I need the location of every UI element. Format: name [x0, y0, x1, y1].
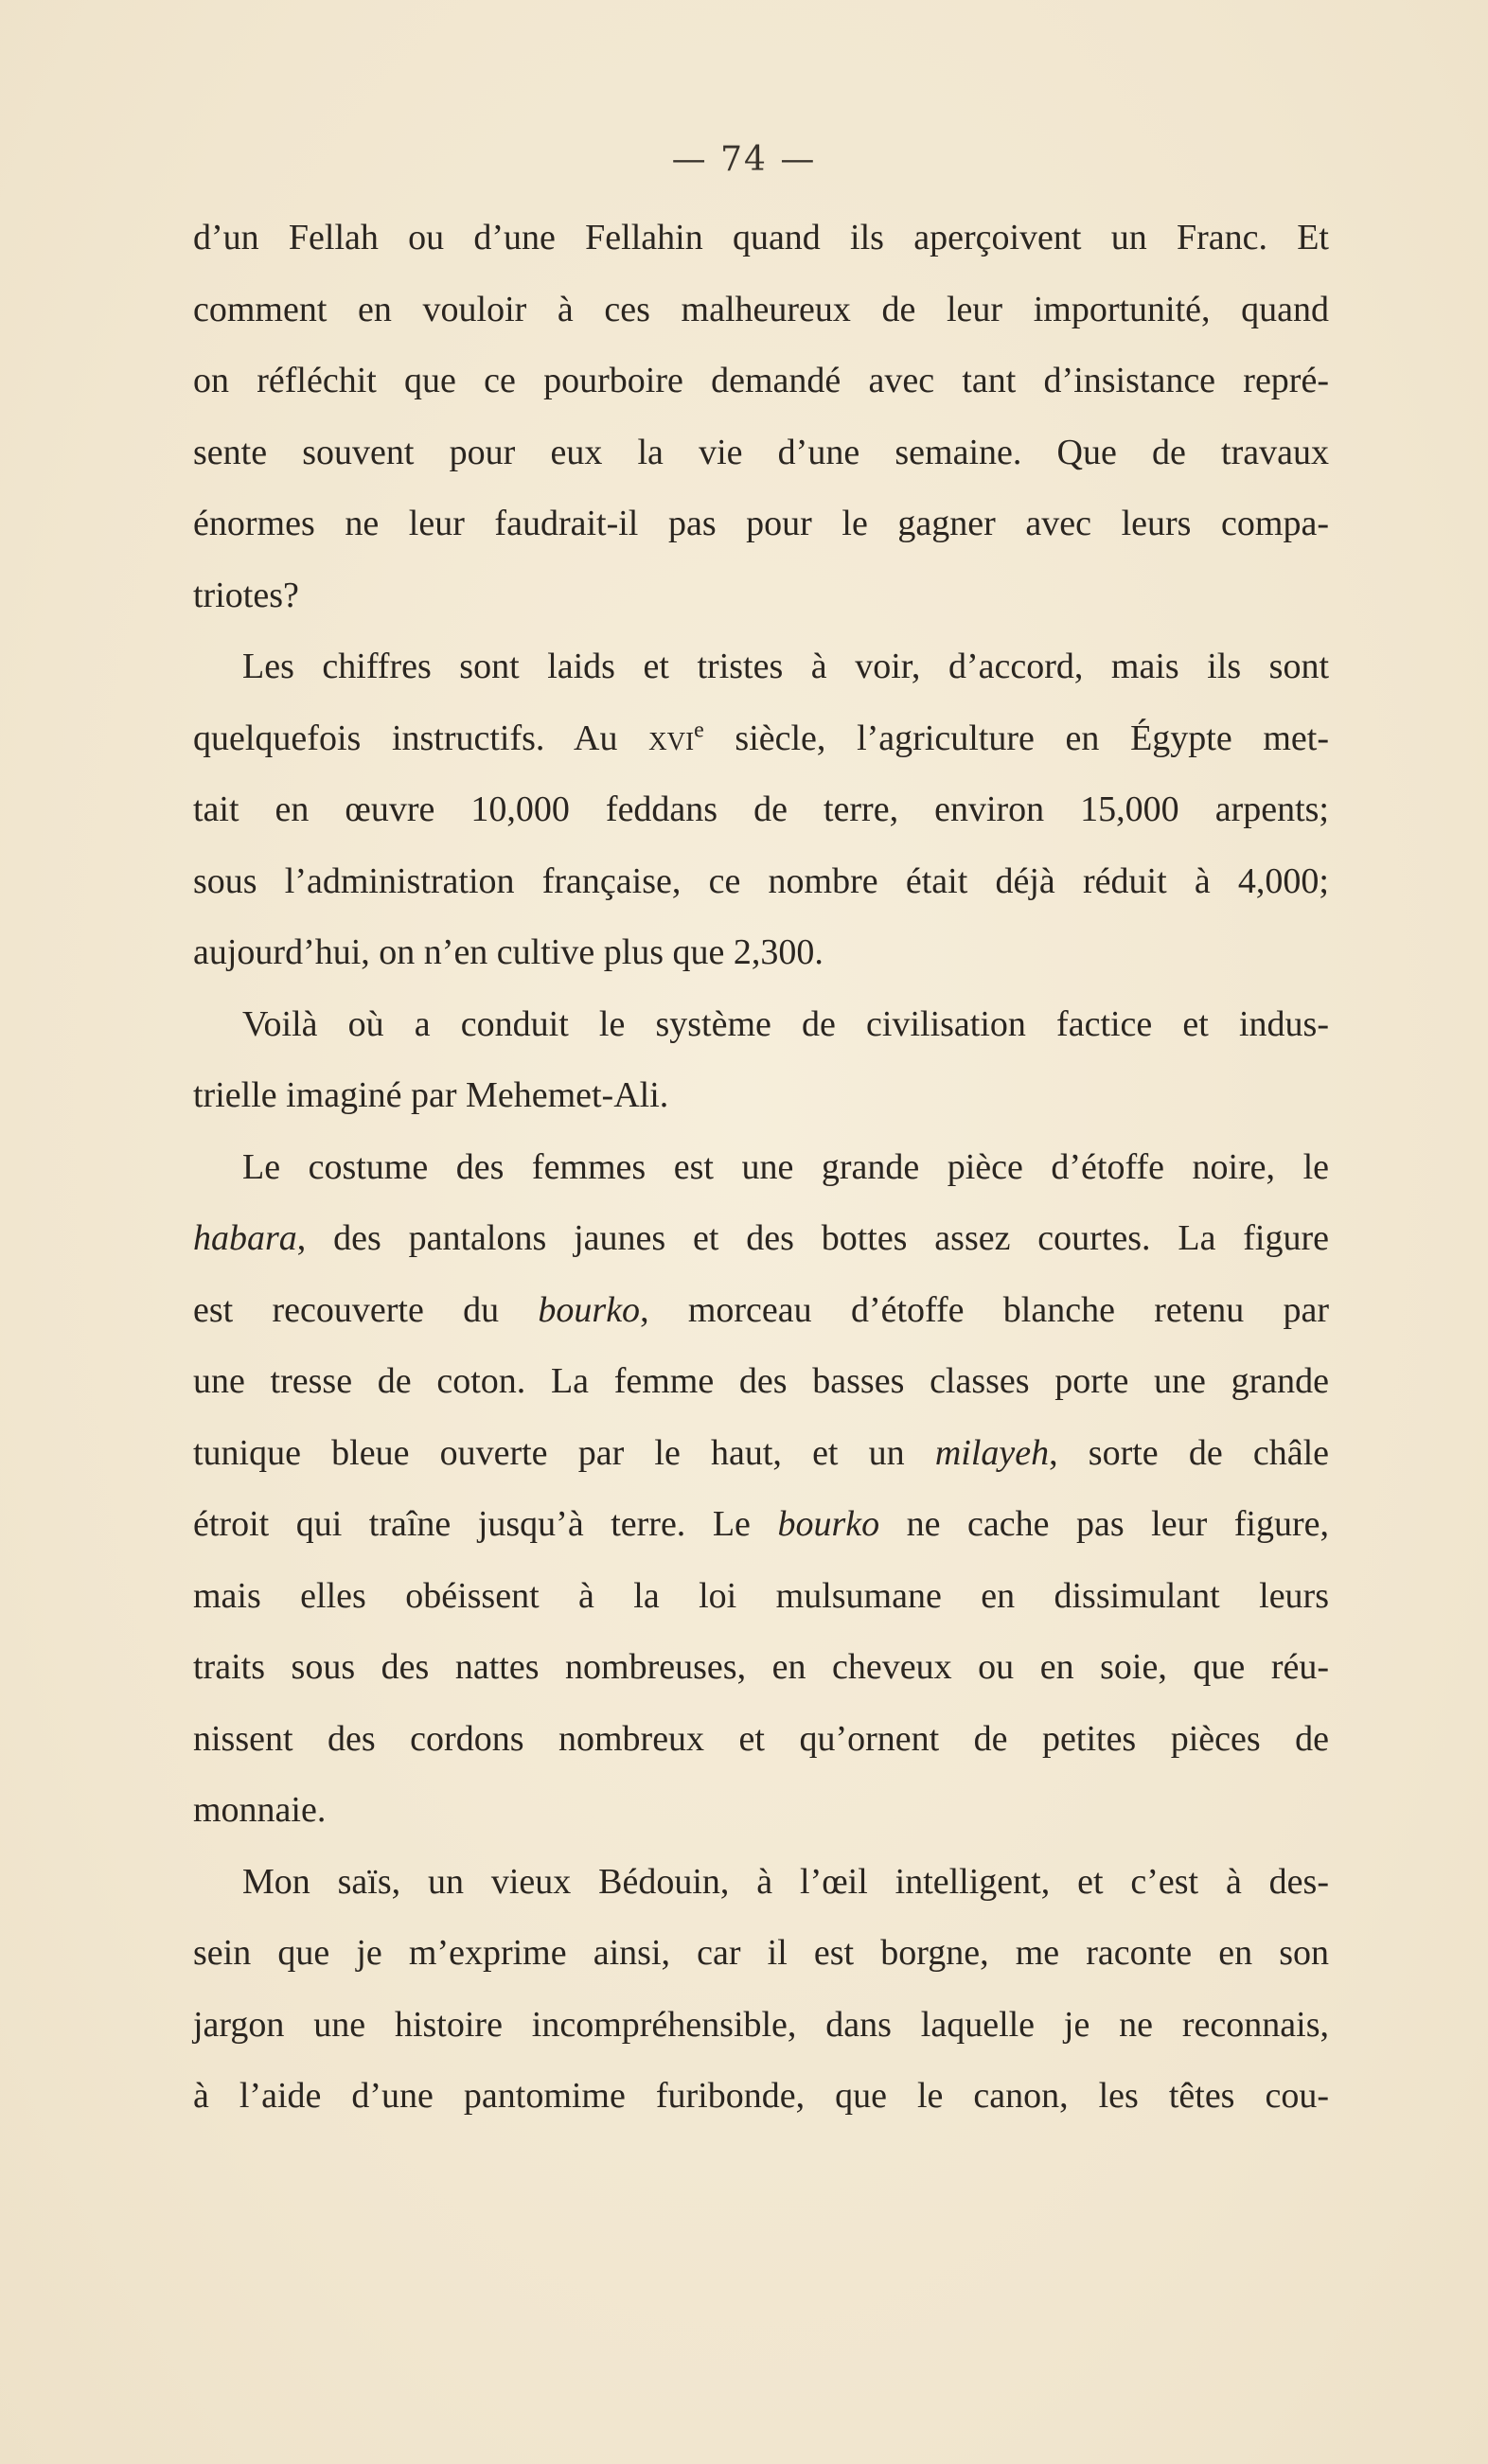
text-line: quelquefois instructifs. Au xvi$^e$ siècle, l’agriculture en Égypte met- [193, 717, 1329, 758]
paragraph-start-line: Le costume des femmes est une grande pièce d’étoffe noire, le [242, 1146, 1329, 1187]
text-line: triotes? [193, 575, 299, 615]
text-line: sein que je m’exprime ainsi, car il est borgne, me raconte en son [193, 1933, 1329, 1973]
text-line: tait en œuvre 10,000 feddans de terre, environ 15,000 arpents; [193, 789, 1329, 829]
page-number: — 74 — [671, 140, 817, 179]
italic-term: milayeh [934, 1432, 1050, 1473]
text-line: on réfléchit que ce pourboire demandé avec tant d’insistance repré- [193, 361, 1329, 400]
italic-term: bourko [777, 1504, 880, 1544]
superscript: e [694, 717, 704, 742]
text-line: mais elles obéissent à la loi mulsumane en dissimulant leurs [193, 1575, 1329, 1616]
text-line: trielle imaginé par Mehemet-Ali. [193, 1075, 669, 1115]
text-line: monnaie. [193, 1790, 327, 1830]
italic-term: habara [193, 1218, 297, 1258]
text-line: à l’aide d’une pantomime furibonde, que le canon, les têtes cou- [193, 2076, 1329, 2116]
text-line: sous l’administration française, ce nombre était déjà réduit à 4,000; [193, 860, 1329, 901]
text-line: une tresse de coton. La femme des basses classes porte une grande [193, 1361, 1329, 1401]
text-line: tunique bleue ouverte par le haut, et un milayeh, sorte de châle [193, 1432, 1330, 1473]
text-line: est recouverte du bourko, morceau d’étoffe blanche retenu par [193, 1289, 1329, 1330]
paragraph-start-line: Les chiffres sont laids et tristes à voir, d’accord, mais ils sont [242, 647, 1329, 686]
text-line: énormes ne leur faudrait-il pas pour le gagner avec leurs compa- [193, 504, 1329, 543]
text-line: traits sous des nattes nombreuses, en cheveux ou en soie, que réu- [193, 1647, 1329, 1687]
text-line: jargon une histoire incompréhensible, dans laquelle je ne reconnais, [193, 2004, 1329, 2045]
text-line: nissent des cordons nombreux et qu’ornent de petites pièces de [193, 1718, 1329, 1759]
text-line: d’un Fellah ou d’une Fellahin quand ils aperçoivent un Franc. Et [193, 218, 1329, 257]
text-line: étroit qui traîne jusqu’à terre. Le bourko ne cache pas leur figure, [193, 1504, 1330, 1544]
century-numeral: xvi [648, 718, 695, 758]
text-line: habara, des pantalons jaunes et des bottes assez courtes. La figure [193, 1218, 1329, 1258]
paragraph-start-line: Voilà où a conduit le système de civilisation factice et indus- [242, 1003, 1329, 1044]
body-text [193, 203, 1329, 2133]
paragraph-start-line: Mon saïs, un vieux Bédouin, à l’œil intelligent, et c’est à des- [242, 1861, 1329, 1902]
italic-term: bourko [538, 1289, 641, 1330]
text-line: comment en vouloir à ces malheureux de leur importunité, quand [193, 289, 1329, 329]
text-line: sente souvent pour eux la vie d’une semaine. Que de travaux [193, 432, 1329, 472]
text-line: aujourd’hui, on n’en cultive plus que 2,300. [193, 932, 824, 972]
